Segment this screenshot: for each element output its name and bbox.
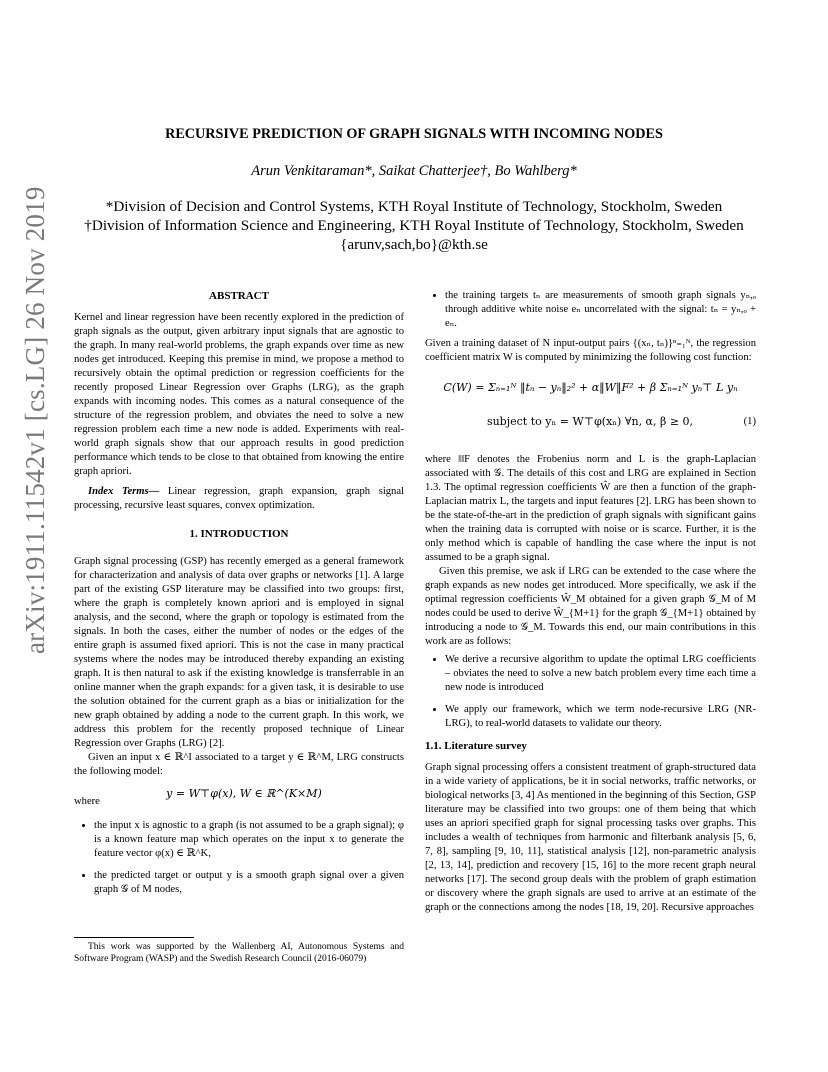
paper-title: RECURSIVE PREDICTION OF GRAPH SIGNALS WITH INCOMING NODES xyxy=(165,126,663,142)
author-list: Arun Venkitaraman*, Saikat Chatterjee†, Bo Wahlberg* xyxy=(251,163,577,179)
right-paragraph-3: Given this premise, we ask if LRG can be extended to the case where the graph expands as new nodes get introduced. More specifically, we ask if the optimal regression coefficients Ŵ_M obtained for a given graph 𝒢_M of M nodes could be used to derive Ŵ_{M+1} for the graph 𝒢_{M+1} obtained by introducing a node to 𝒢_M. Towards this end, our main contributions in this work are as follows: xyxy=(425,566,756,647)
affiliation-2: †Division of Information Science and Engineering, KTH Royal Institute of Technology, Stockholm, Sweden xyxy=(84,217,744,234)
targets-bullet-list xyxy=(425,289,756,331)
contributions-list xyxy=(425,653,756,731)
footnote-text: This work was supported by the Wallenberg AI, Autonomous Systems and Software Program (WASP) and the Swedish Research Council (2016-06079) xyxy=(74,942,404,964)
list-item: • the training targets tₙ are measurements of smooth graph signals yₙ,ₒ through additive white noise eₙ uncorrelated with the signal: tₙ = yₙ,ₒ + eₙ. xyxy=(445,289,756,331)
footnote-rule xyxy=(74,937,194,938)
right-paragraph-1: Given a training dataset of N input-output pairs {(xₙ, tₙ)}ⁿ₌₁ᴺ, the regression coefficient matrix W is computed by minimizing the following cost function: xyxy=(425,338,756,363)
footnote xyxy=(74,941,404,965)
intro-paragraph-2: Given an input x ∈ ℝ^I associated to a target y ∈ ℝ^M, LRG constructs the following model: xyxy=(74,752,404,777)
model-equation: y = W⊤φ(x), W ∈ ℝ^(K×M) xyxy=(166,787,322,800)
right-column xyxy=(425,289,756,915)
cost-equation: C(W) = Σₙ₌₁ᴺ ‖tₙ − yₙ‖₂² + α‖W‖F² + β Σₙ₌₁ᴺ yₙ⊤ L yₙ xyxy=(443,381,738,394)
model-bullet-list xyxy=(74,819,404,897)
constraint-equation: subject to yₙ = W⊤φ(xₙ) ∀n, α, β ≥ 0, xyxy=(486,415,694,428)
literature-heading: 1.1. Literature survey xyxy=(425,740,527,752)
where-label: where xyxy=(74,796,100,807)
affiliation-1: *Division of Decision and Control Systems, KTH Royal Institute of Technology, Stockholm, Sweden xyxy=(105,198,723,215)
equation-number: (1) xyxy=(743,416,756,427)
index-terms xyxy=(74,485,404,513)
cost-equation-block xyxy=(425,377,756,447)
literature-text: Graph signal processing offers a consistent treatment of graph-structured data in a wide variety of applications, be it in social networks, traffic networks, or biological networks [3, 4] As mentioned in the beginning of this Section, GSP literature may be classified into two groups: one of them being that which uses an apriori specified graph for signal processing tasks over graphs. This includes a wealth of techniques from harmonic and filterbank analysis [5, 6, 7, 8], sampling [9, 10, 11], statistical analysis [12], non-parametric analysis [2, 13, 14], prediction and recovery [15, 16] to the more recent graph neural networks [17]. The second group deals with the problem of graph estimation or discovery where the graph signals are used to arrive at an estimate of the graph or the connections among the nodes [18, 19, 20]. Recursive approaches xyxy=(425,762,756,913)
right-paragraph-2: where ‖‖F denotes the Frobenius norm and L is the graph-Laplacian associated with 𝒢. The details of this cost and LRG are explained in Section 1.3. The optimal regression coefficients Ŵ are then a function of the graph-Laplacian matrix L, the targets and input features [2]. LRG has been shown to be the state-of-the-art in the prediction of graph signals with significant gains when the training data is corrupted with noise or is scarce. Further, it is the only method which is capable of handling the case where the input is not assumed to be a graph signal. xyxy=(425,454,756,563)
model-equation-block xyxy=(74,783,404,813)
intro-paragraph-1: Graph signal processing (GSP) has recently emerged as a general framework for characterization and analysis of data over graphs or networks [1]. A large part of the existing GSP literature may be classified into two groups: first, where the graph is completely known apriori and is employed in signal analysis, and the second, where the graph or topology is estimated from the signals. In both the cases, either the number of nodes or the edges of the entire graph is assumed fixed apriori. This is not the case in many practical systems where the nodes may be introduced thereby expanding an existing graph. It is then natural to ask if the existing knowledge is transferrable in an online manner when the graph expands: for a given task, it is desirable to use the solution obtained for the current graph as a bias or initialization for the new graph obtained by adding a node to the current graph. In this work, we address this problem for the recently proposed technique of Linear Regression over Graphs (LRG) [2]. xyxy=(74,556,404,749)
list-item: • the predicted target or output y is a smooth graph signal over a given graph 𝒢 of M nodes, xyxy=(94,869,404,897)
list-item: • We derive a recursive algorithm to update the optimal LRG coefficients – obviates the need to solve a new batch problem every time each time a new node is introduced xyxy=(445,653,756,695)
list-item: • We apply our framework, which we term node-recursive LRG (NR-LRG), to real-world datasets to validate our theory. xyxy=(445,703,756,731)
left-column xyxy=(74,289,404,905)
list-item: • the input x is agnostic to a graph (is not assumed to be a graph signal); φ is a known feature map which operates on the input x to generate the feature vector φ(x) ∈ ℝ^K, xyxy=(94,819,404,861)
index-terms-text: Linear regression, graph expansion, graph signal processing, recursive least squares, convex optimization. xyxy=(74,486,404,511)
index-terms-label: Index Terms— xyxy=(88,486,160,497)
abstract-text: Kernel and linear regression have been recently explored in the prediction of graph signals as the output, given arbitrary input signals that are agnostic to the graph. In many real-world problems, the graph expands over time as new nodes get introduced. Keeping this premise in mind, we propose a method to recursively obtain the optimal prediction or regression coefficients for the recently proposed Linear Regression over Graphs (LRG), as the graph expands with incoming nodes. This comes as a natural consequence of the structure of the regression problem, and obviates the need to solve a new regression problem each time a new node is added. Experiments with real-world graph signals show that our approach results in good prediction performance which tends to be close to that obtained from knowing the entire graph apriori. xyxy=(74,312,404,477)
abstract-heading: ABSTRACT xyxy=(209,290,269,302)
intro-heading: 1. INTRODUCTION xyxy=(189,528,289,540)
arxiv-identifier: arXiv:1911.11542v1 [cs.LG] 26 Nov 2019 xyxy=(20,186,50,654)
email-line: {arunv,sach,bo}@kth.se xyxy=(340,236,488,253)
